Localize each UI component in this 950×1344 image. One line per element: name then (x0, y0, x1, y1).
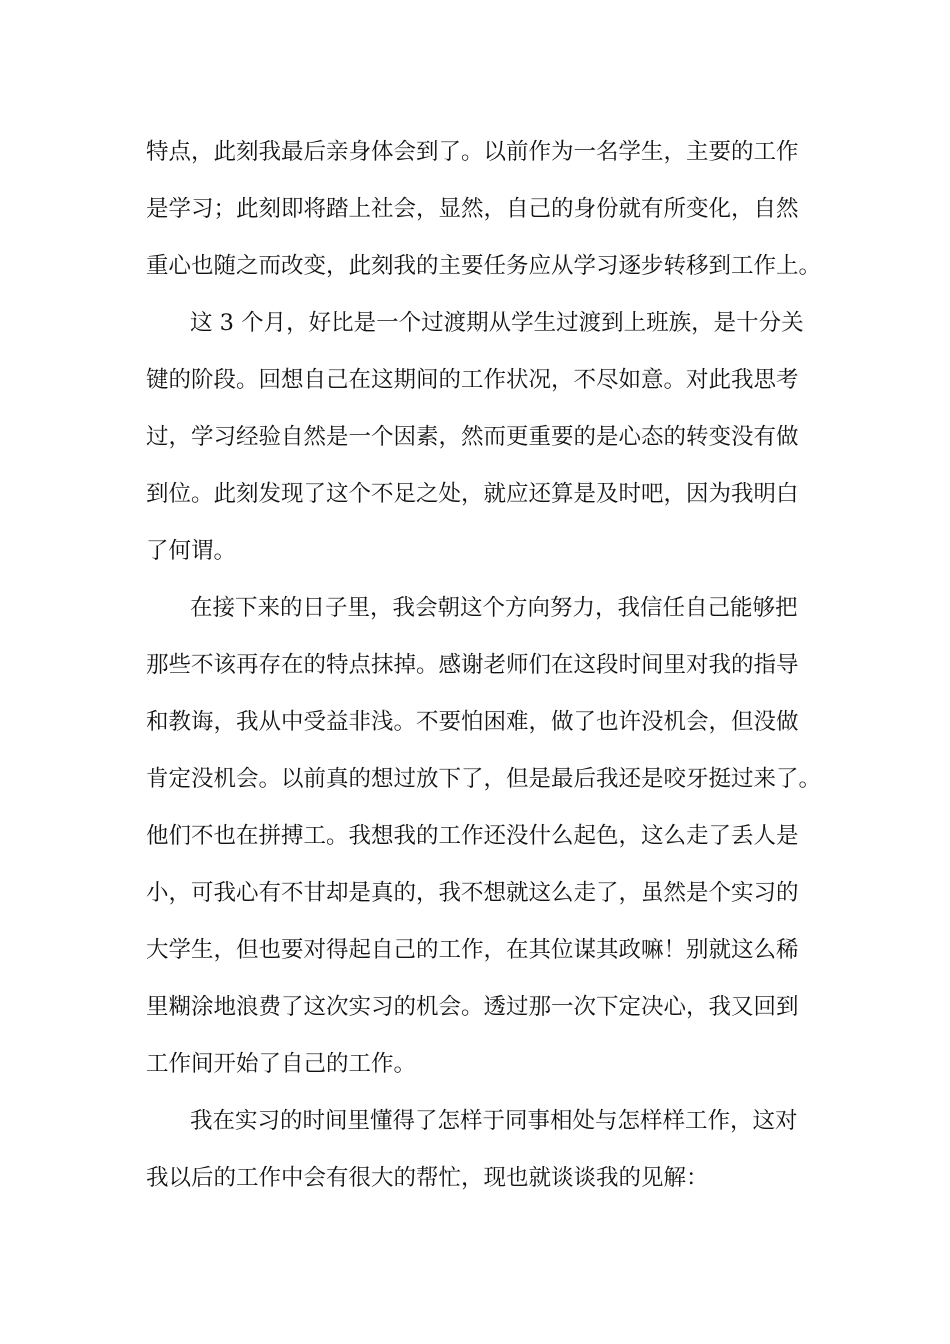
text-line: 工作间开始了自己的工作。 (146, 1051, 417, 1077)
text-line: 键的阶段。回想自己在这期间的工作状况，不尽如意。对此我思考 (146, 367, 799, 393)
text-line: 到位。此刻发现了这个不足之处，就应还算是及时吧，因为我明白 (146, 481, 799, 507)
text-line: 那些不该再存在的特点抹掉。感谢老师们在这段时间里对我的指导 (146, 652, 799, 678)
text-line: 了何谓。 (146, 538, 237, 564)
text-line: 和教诲，我从中受益非浅。不要怕困难，做了也许没机会，但没做 (146, 709, 799, 735)
text-line: 肯定没机会。以前真的想过放下了，但是最后我还是咬牙挺过来了。 (146, 766, 822, 792)
text-line: 我以后的工作中会有很大的帮忙，现也就谈谈我的见解： (146, 1165, 709, 1191)
text-line: 特点，此刻我最后亲身体会到了。以前作为一名学生，主要的工作 (146, 139, 799, 165)
text-line: 是学习；此刻即将踏上社会，显然，自己的身份就有所变化，自然 (146, 196, 799, 222)
text-line: 他们不也在拼搏工。我想我的工作还没什么起色，这么走了丢人是 (146, 823, 799, 849)
text-line: 小，可我心有不甘却是真的，我不想就这么走了，虽然是个实习的 (146, 880, 799, 906)
text-line: 里糊涂地浪费了这次实习的机会。透过那一次下定决心，我又回到 (146, 994, 799, 1020)
paragraph-start-line: 在接下来的日子里，我会朝这个方向努力，我信任自己能够把 (190, 595, 798, 621)
paragraph-start-line: 我在实习的时间里懂得了怎样于同事相处与怎样样工作，这对 (190, 1108, 798, 1134)
text-line: 重心也随之而改变，此刻我的主要任务应从学习逐步转移到工作上。 (146, 253, 822, 279)
text-line: 过，学习经验自然是一个因素，然而更重要的是心态的转变没有做 (146, 424, 799, 450)
paragraph-start-line: 这 3 个月，好比是一个过渡期从学生过渡到上班族，是十分关 (190, 310, 804, 336)
text-line: 大学生，但也要对得起自己的工作，在其位谋其政嘛！别就这么稀 (146, 937, 799, 963)
